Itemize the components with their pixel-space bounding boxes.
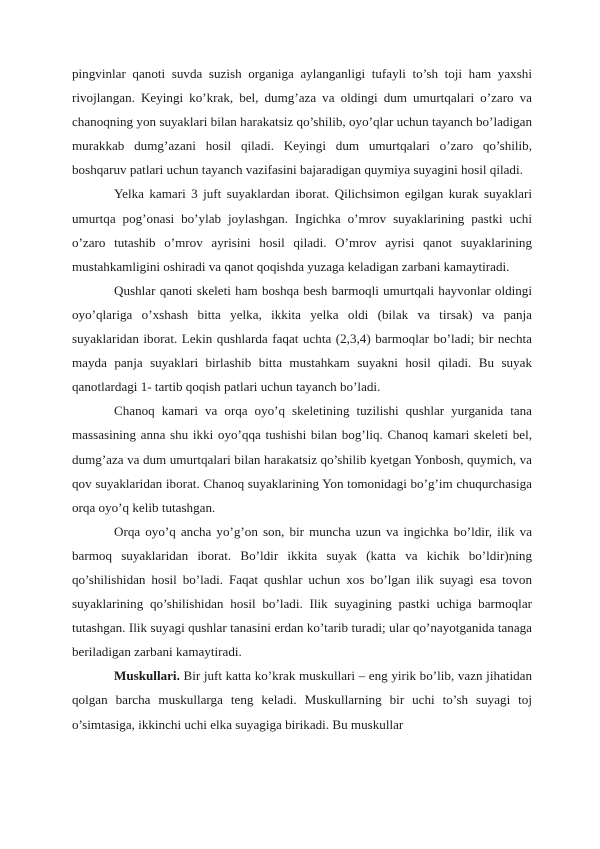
paragraph-muscles [72,664,532,736]
paragraph-wing-skeleton: Qushlar qanoti skeleti ham boshqa besh barmoqli umurtqali hayvonlar oldingi oyo’qlariga o’xshash bitta yelka, ikkita yelka oldi (bilak va tirsak) va panja suyaklaridan iborat. Lekin qushlarda faqat uchta (2,3,4) barmoqlar bo’ladi; bir nechta mayda panja suyaklari birlashib bitta mustahkam suyakni hosil qiladi. Bu suyak qanotlardagi 1- tartib qoqish patlari uchun tayanch bo’ladi. [72,282,532,395]
document-page [72,62,532,737]
paragraph-shoulder-girdle: Yelka kamari 3 juft suyaklardan iborat. Qilichsimon egilgan kurak suyaklari umurtqa pog’onasi bo’ylab joylashgan. Ingichka o’mrov suyaklarining pastki uchi o’zaro tutashib o’mrov ayrisini hosil qiladi. O’mrov ayrisi qanot suyaklarining mustahkamligini oshiradi va qanot qoqishda yuzaga keladigan zarbani kamaytiradi. [72,186,532,274]
paragraph-pelvic-girdle: Chanoq kamari va orqa oyo’q skeletining tuzilishi qushlar yurganida tana massasining anna shu ikki oyo’qqa tushishi bilan bog’liq. Chanoq kamari skeleti bel, dumg’aza va dum umurtqalari bilan harakatsiz qo’shilib kyetgan Yonbosh, quymich, va qov suyaklaridan iborat. Chanoq suyaklarining Yon tomonidagi bo’g’im chuqurchasiga orqa oyo’q kelib tutashgan. [72,403,532,515]
section-heading-muscles: Muskullari. [114,668,180,684]
paragraph-muscles-text: Bir juft katta ko’krak muskullari – eng yirik bo’lib, vazn jihatidan qolgan barcha muskullarga teng keladi. Muskullarning bir uchi to’sh suyagi toj o’simtasiga, ikkinchi uchi elka suyagiga birikadi. Bu muskullar [72,668,532,732]
paragraph-continuation-sternum: pingvinlar qanoti suvda suzish organiga aylanganligi tufayli to’sh toji ham yaxshi rivojlangan. Keyingi ko’krak, bel, dumg’aza va oldingi dum umurtqalari o’zaro va chanoqning yon suyaklari bilan harakatsiz qo’shilib, oyo’qlar uchun tayanch bo’ladigan murakkab dumg’azani hosil qiladi. Keyingi dum umurtqalari o’zaro qo’shilib, boshqaruv patlari uchun tayanch vazifasini bajaradigan quymiya suyagini hosil qiladi. [72,66,532,178]
paragraph-hind-limb: Orqa oyo’q ancha yo’g’on son, bir muncha uzun va ingichka bo’ldir, ilik va barmoq suyaklaridan iborat. Bo’ldir ikkita suyak (katta va kichik bo’ldir)ning qo’shilishidan hosil bo’ladi. Faqat qushlar uchun xos bo’lgan ilik suyagi esa tovon suyaklarining qo’shilishidan hosil bo’ladi. Ilik suyagining pastki uchiga barmoqlar tutashgan. Ilik suyagi qushlar tanasini erdan ko’tarib turadi; ular qo’nayotganida tanaga beriladigan zarbani kamaytiradi. [72,523,532,660]
